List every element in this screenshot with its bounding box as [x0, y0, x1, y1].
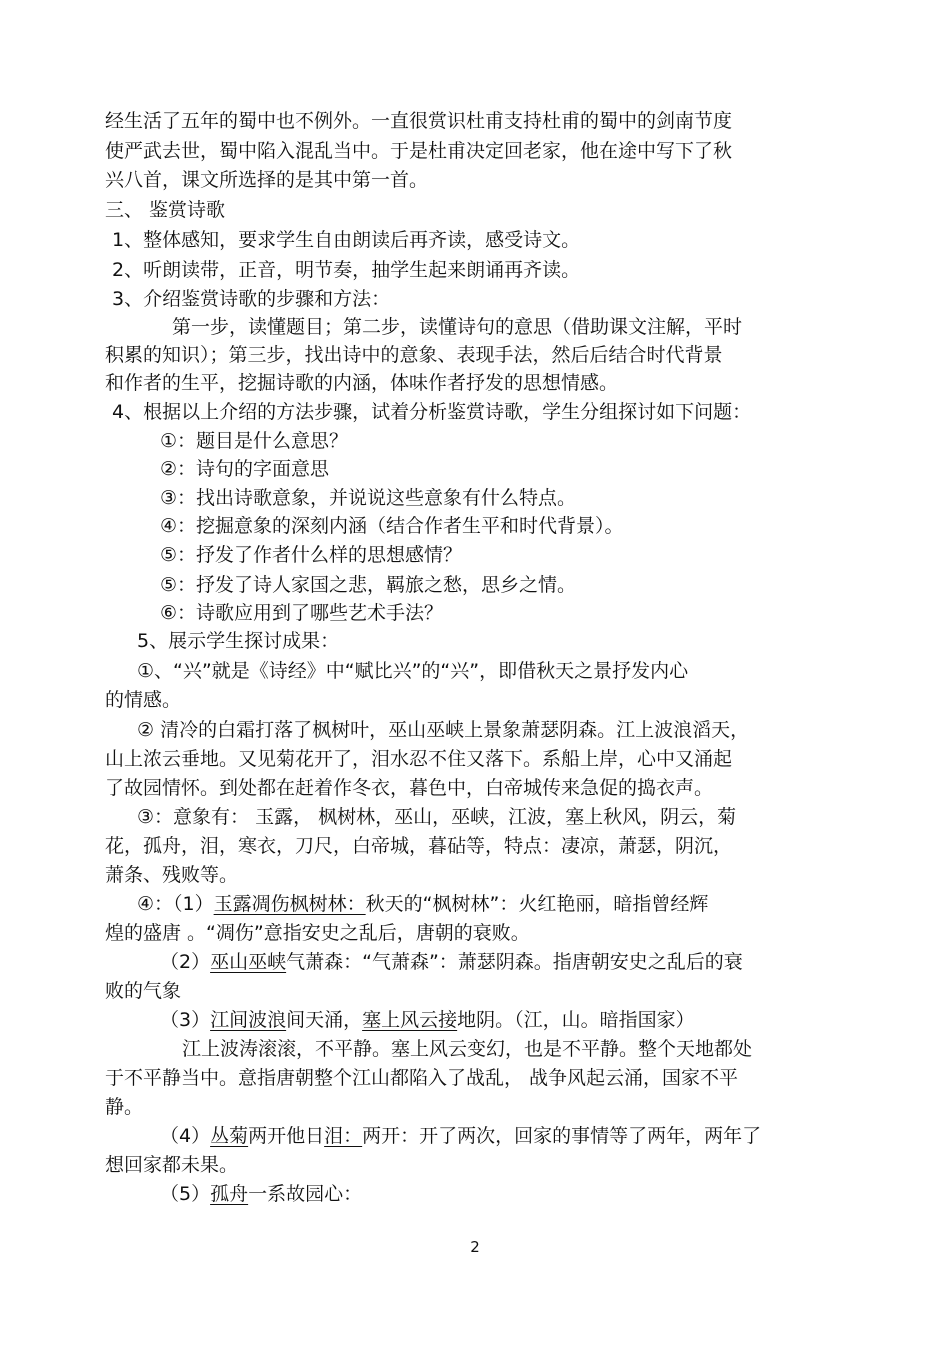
paragraph-line: ③：意象有： 玉露， 枫树林，巫山，巫峡，江波，塞上秋风，阴云，菊: [137, 806, 737, 828]
list-item: 5、展示学生探讨成果：: [137, 630, 340, 652]
analysis-text: 气萧森：“气萧森”：萧瑟阴森。指唐朝安史之乱后的衰: [286, 951, 743, 973]
paragraph-line: 和作者的生平，挖掘诗歌的内涵，体味作者抒发的思想情感。: [105, 372, 619, 394]
paragraph-line: 于不平静当中。意指唐朝整个江山都陷入了战乱， 战争风起云涌，国家不平: [105, 1067, 739, 1089]
paragraph-line: ② 清冷的白霜打落了枫树叶，巫山巫峡上景象萧瑟阴森。江上波浪滔天，: [137, 719, 750, 741]
paragraph-line: 使严武去世，蜀中陷入混乱当中。于是杜甫决定回老家，他在途中写下了秋: [105, 140, 733, 162]
list-item: 1、整体感知，要求学生自由朗读后再齐读，感受诗文。: [112, 229, 581, 251]
question-item: ①：题目是什么意思？: [160, 430, 349, 452]
section-heading: 三、 鉴赏诗歌: [105, 199, 226, 221]
poem-line-underlined: 塞上风云接: [362, 1009, 458, 1031]
paragraph-line: 第一步，读懂题目；第二步，读懂诗句的意思（借助课文注解，平时: [172, 316, 743, 338]
analysis-text: 间天涌，: [286, 1009, 363, 1031]
analysis-line: [160, 1122, 761, 1150]
paragraph-line: ①、“兴”就是《诗经》中“赋比兴”的“兴”，即借秋天之景抒发内心: [137, 660, 689, 682]
paragraph-line: 想回家都未果。: [105, 1154, 239, 1176]
poem-line-underlined: 巫山巫峡: [210, 951, 287, 973]
question-item: ⑤：抒发了诗人家国之悲，羁旅之愁，思乡之情。: [160, 574, 577, 596]
paragraph-line: 经生活了五年的蜀中也不例外。一直很赏识杜甫支持杜甫的蜀中的剑南节度: [105, 110, 733, 132]
analysis-text: 一系故园心：: [248, 1183, 363, 1205]
paragraph-line: 花，孤舟，泪，寒衣，刀尺，白帝城，暮砧等，特点：凄凉，萧瑟，阴沉，: [105, 835, 733, 857]
analysis-line: [137, 890, 708, 918]
analysis-number: （3）: [160, 1009, 211, 1031]
analysis-line: [160, 1006, 695, 1034]
poem-line-underlined: 玉露凋伤枫树林：: [213, 893, 366, 915]
paragraph-line: 败的气象: [105, 980, 182, 1002]
paragraph-line: 静。: [105, 1096, 144, 1118]
poem-line-underlined: 丛菊: [210, 1125, 249, 1147]
analysis-text: 两开他日: [248, 1125, 325, 1147]
question-item: ④：挖掘意象的深刻内涵（结合作者生平和时代背景）。: [160, 515, 624, 537]
analysis-number: （5）: [160, 1183, 211, 1205]
analysis-number: ④：（1）: [137, 893, 214, 915]
paragraph-line: 萧条、残败等。: [105, 864, 239, 886]
analysis-text: 地阴。（江，山。暗指国家）: [457, 1009, 695, 1031]
paragraph-line: 积累的知识）；第三步，找出诗中的意象、表现手法，然后后结合时代背景: [105, 344, 723, 366]
paragraph-line: 江上波涛滚滚，不平静。塞上风云变幻，也是不平静。整个天地都处: [182, 1038, 753, 1060]
paragraph-line: 煌的盛唐 。“凋伤”意指安史之乱后，唐朝的衰败。: [105, 922, 530, 944]
question-item: ⑥：诗歌应用到了哪些艺术手法？: [160, 602, 444, 624]
analysis-text: 两开：开了两次，回家的事情等了两年，两年了: [362, 1125, 762, 1147]
paragraph-line: 了故园情怀。到处都在赶着作冬衣，暮色中，白帝城传来急促的捣衣声。: [105, 777, 714, 799]
analysis-number: （2）: [160, 951, 211, 973]
paragraph-line: 兴八首，课文所选择的是其中第一首。: [105, 169, 429, 191]
list-item: 2、听朗读带，正音，明节奏，抽学生起来朗诵再齐读。: [112, 259, 581, 281]
paragraph-line: 山上浓云垂地。又见菊花开了，泪水忍不住又落下。系船上岸，心中又涌起: [105, 748, 733, 770]
poem-line-underlined: 泪：: [324, 1125, 363, 1147]
paragraph-line: 的情感。: [105, 689, 182, 711]
poem-line-underlined: 江间波浪: [210, 1009, 287, 1031]
list-item: 3、介绍鉴赏诗歌的步骤和方法：: [112, 288, 391, 310]
page-number: 2: [470, 1238, 480, 1256]
poem-line-underlined: 孤舟: [210, 1183, 249, 1205]
question-item: ③：找出诗歌意象，并说说这些意象有什么特点。: [160, 487, 577, 509]
analysis-line: [160, 1180, 362, 1208]
question-item: ⑤：抒发了作者什么样的思想感情？: [160, 544, 463, 566]
analysis-text: 秋天的“枫树林”：火红艳丽，暗指曾经辉: [365, 893, 709, 915]
question-item: ②：诗句的字面意思: [160, 458, 330, 480]
analysis-number: （4）: [160, 1125, 211, 1147]
list-item: 4、根据以上介绍的方法步骤，试着分析鉴赏诗歌，学生分组探讨如下问题：: [112, 401, 752, 423]
analysis-line: [160, 948, 743, 976]
